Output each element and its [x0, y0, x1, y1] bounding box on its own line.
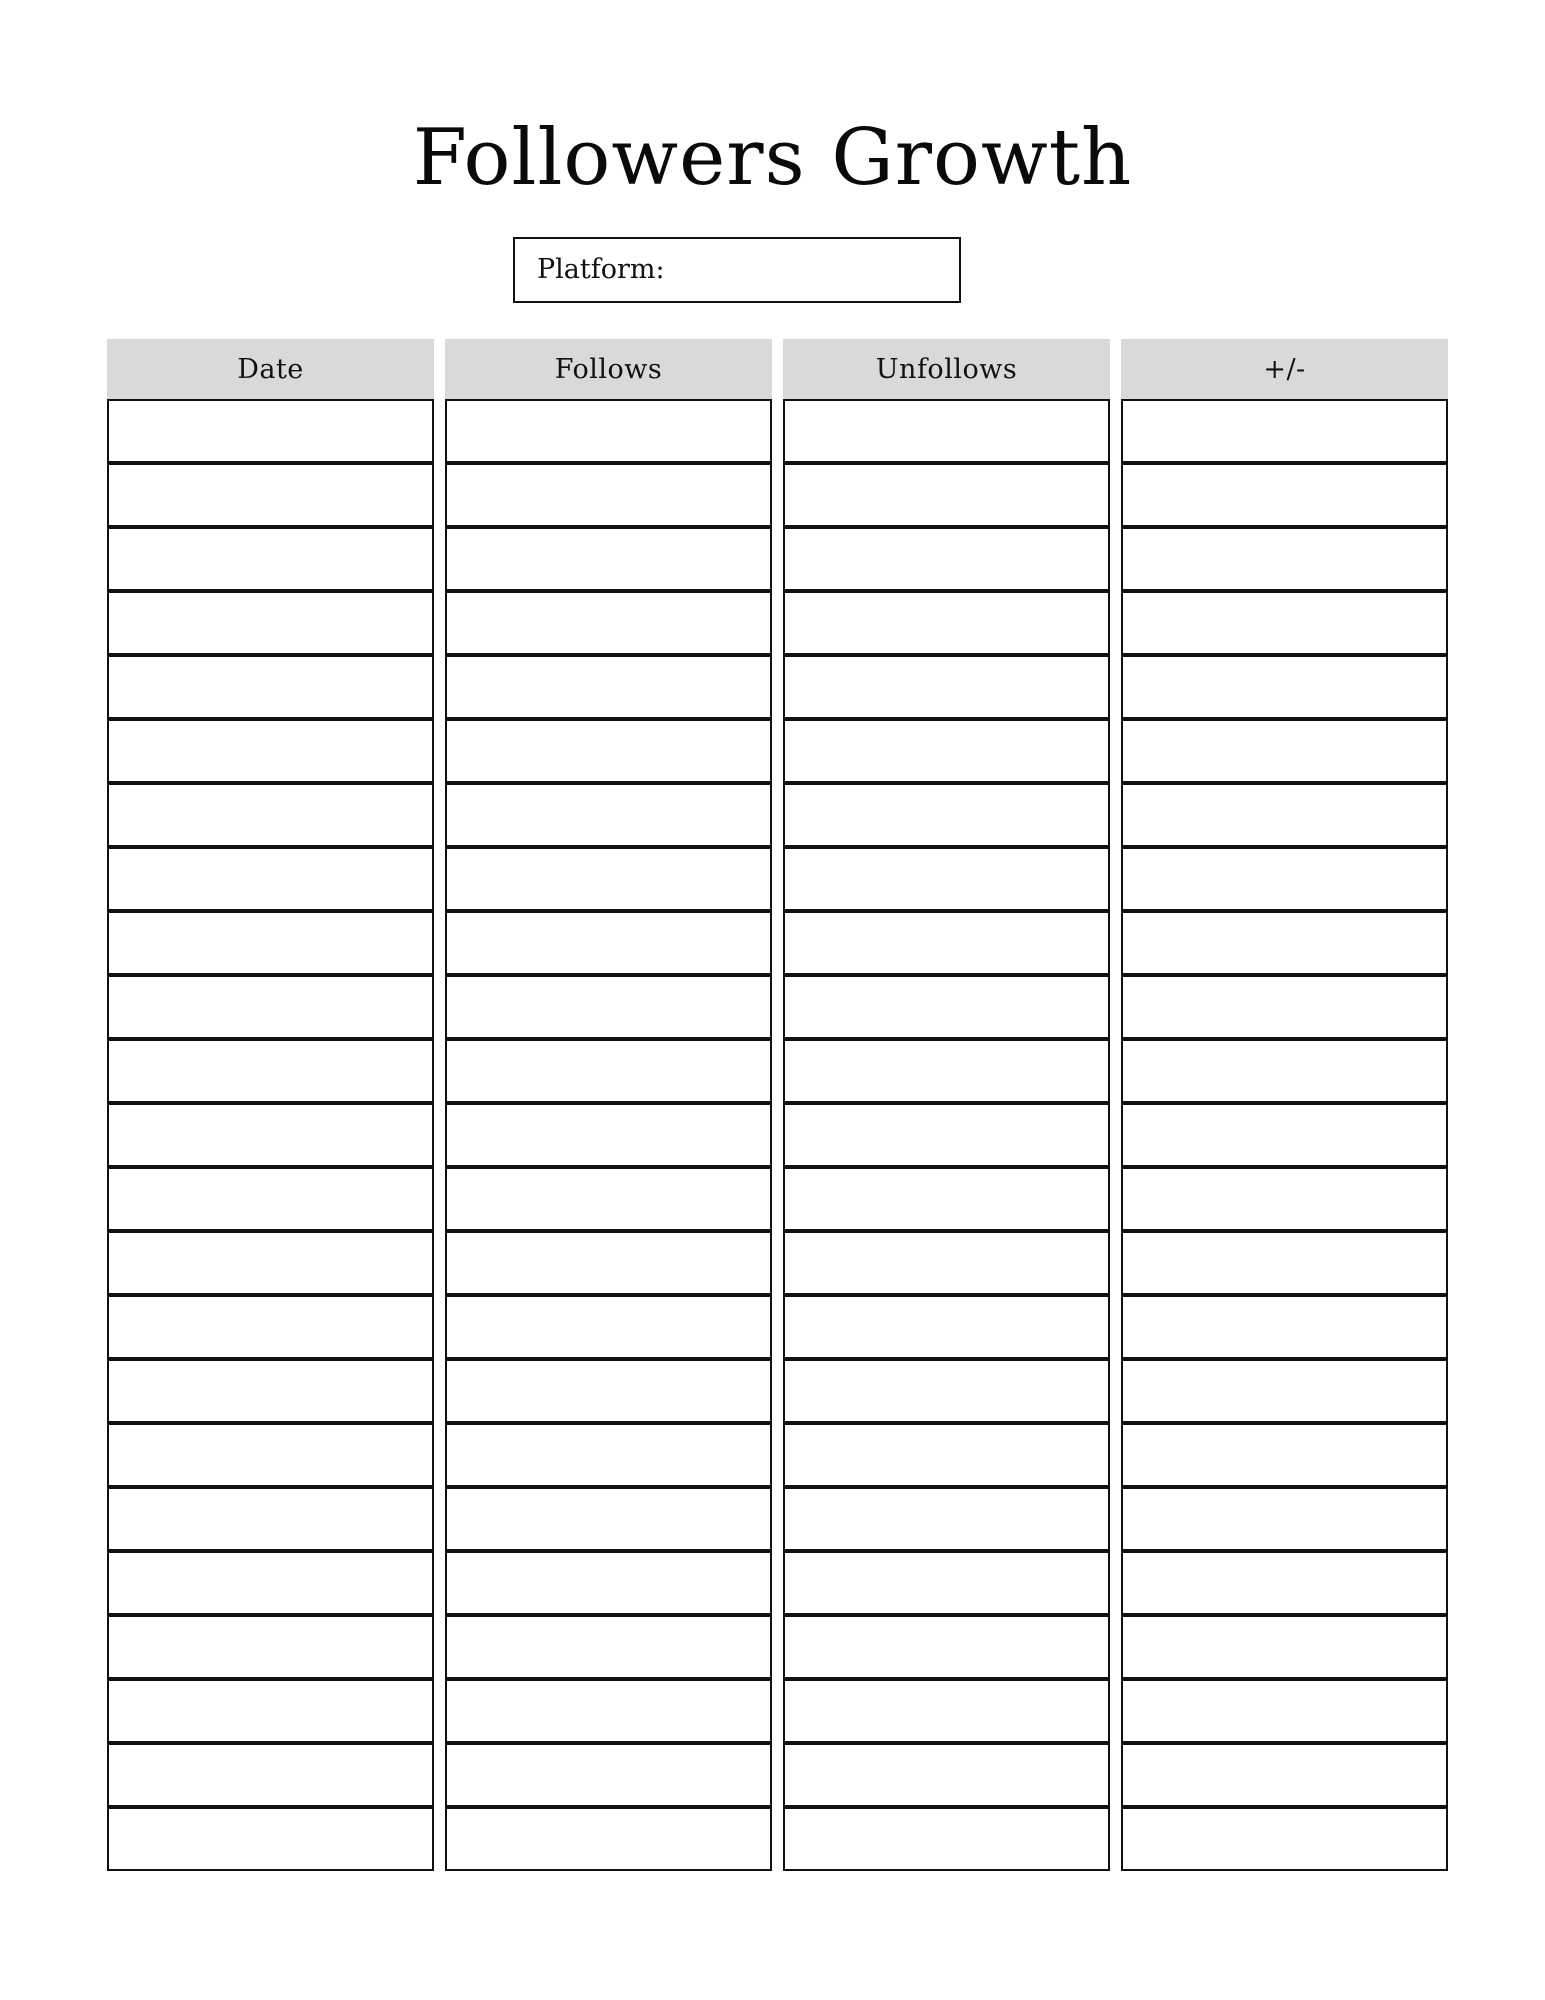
table-cell-follows[interactable] [445, 1743, 772, 1807]
table-cell-unfollows[interactable] [783, 1551, 1110, 1615]
table-cell-net[interactable] [1121, 1615, 1448, 1679]
table-cell-unfollows[interactable] [783, 1295, 1110, 1359]
table-cell-date[interactable] [107, 1679, 434, 1743]
table-cell-unfollows[interactable] [783, 1615, 1110, 1679]
table-cell-net[interactable] [1121, 1359, 1448, 1423]
table-cell-follows[interactable] [445, 1487, 772, 1551]
table-cell-unfollows[interactable] [783, 527, 1110, 591]
table-cell-unfollows[interactable] [783, 1679, 1110, 1743]
column-header-date: Date [107, 339, 434, 399]
table-cell-follows[interactable] [445, 1231, 772, 1295]
table-cell-unfollows[interactable] [783, 591, 1110, 655]
table-cell-net[interactable] [1121, 975, 1448, 1039]
table-cell-net[interactable] [1121, 1807, 1448, 1871]
table-cell-date[interactable] [107, 1487, 434, 1551]
table-cell-net[interactable] [1121, 655, 1448, 719]
table-cell-net[interactable] [1121, 399, 1448, 463]
table-cell-follows[interactable] [445, 911, 772, 975]
table-cell-net[interactable] [1121, 847, 1448, 911]
table-cell-unfollows[interactable] [783, 1103, 1110, 1167]
table-cell-net[interactable] [1121, 591, 1448, 655]
table-cell-unfollows[interactable] [783, 1039, 1110, 1103]
table-cell-follows[interactable] [445, 463, 772, 527]
platform-field[interactable] [513, 237, 961, 303]
table-cell-date[interactable] [107, 1551, 434, 1615]
table-cell-date[interactable] [107, 847, 434, 911]
table-cell-date[interactable] [107, 1103, 434, 1167]
table-cell-date[interactable] [107, 1807, 434, 1871]
page-title: Followers Growth [412, 113, 1133, 203]
column-net [1121, 339, 1448, 1871]
table-cell-date[interactable] [107, 1423, 434, 1487]
table-cell-date[interactable] [107, 1231, 434, 1295]
table-cell-follows[interactable] [445, 1359, 772, 1423]
table-cell-net[interactable] [1121, 1039, 1448, 1103]
table-cell-net[interactable] [1121, 527, 1448, 591]
table-cell-follows[interactable] [445, 847, 772, 911]
table-cell-date[interactable] [107, 1295, 434, 1359]
table-cell-net[interactable] [1121, 911, 1448, 975]
table-cell-follows[interactable] [445, 1615, 772, 1679]
table-cell-net[interactable] [1121, 719, 1448, 783]
table-cell-follows[interactable] [445, 719, 772, 783]
column-header-net: +/- [1121, 339, 1448, 399]
table-cell-unfollows[interactable] [783, 1231, 1110, 1295]
table-cell-date[interactable] [107, 975, 434, 1039]
table-cell-date[interactable] [107, 719, 434, 783]
table-cell-unfollows[interactable] [783, 1423, 1110, 1487]
table-cell-date[interactable] [107, 1167, 434, 1231]
table-cell-follows[interactable] [445, 975, 772, 1039]
table-cell-date[interactable] [107, 1359, 434, 1423]
table-cell-unfollows[interactable] [783, 399, 1110, 463]
table-cell-follows[interactable] [445, 655, 772, 719]
table-cell-net[interactable] [1121, 1103, 1448, 1167]
table-cell-net[interactable] [1121, 1743, 1448, 1807]
table-cell-unfollows[interactable] [783, 847, 1110, 911]
table-cell-follows[interactable] [445, 1679, 772, 1743]
table-cell-net[interactable] [1121, 1487, 1448, 1551]
table-cell-net[interactable] [1121, 463, 1448, 527]
column-unfollows [783, 339, 1110, 1871]
table-cell-net[interactable] [1121, 1231, 1448, 1295]
followers-table [107, 339, 1448, 1871]
table-cell-unfollows[interactable] [783, 975, 1110, 1039]
table-cell-follows[interactable] [445, 783, 772, 847]
table-cell-net[interactable] [1121, 1551, 1448, 1615]
table-cell-follows[interactable] [445, 1039, 772, 1103]
table-cell-unfollows[interactable] [783, 1359, 1110, 1423]
table-cell-follows[interactable] [445, 1167, 772, 1231]
table-cell-date[interactable] [107, 655, 434, 719]
table-cell-date[interactable] [107, 1743, 434, 1807]
table-cell-unfollows[interactable] [783, 783, 1110, 847]
table-cell-unfollows[interactable] [783, 719, 1110, 783]
column-header-unfollows: Unfollows [783, 339, 1110, 399]
table-cell-date[interactable] [107, 399, 434, 463]
table-cell-net[interactable] [1121, 1167, 1448, 1231]
platform-label: Platform: [537, 254, 665, 285]
column-header-follows: Follows [445, 339, 772, 399]
table-cell-follows[interactable] [445, 1423, 772, 1487]
table-cell-follows[interactable] [445, 399, 772, 463]
table-cell-unfollows[interactable] [783, 463, 1110, 527]
table-cell-date[interactable] [107, 527, 434, 591]
table-cell-net[interactable] [1121, 1423, 1448, 1487]
table-cell-unfollows[interactable] [783, 655, 1110, 719]
column-date [107, 339, 434, 1871]
table-cell-follows[interactable] [445, 527, 772, 591]
table-cell-date[interactable] [107, 783, 434, 847]
table-cell-follows[interactable] [445, 1103, 772, 1167]
table-cell-unfollows[interactable] [783, 1487, 1110, 1551]
table-cell-unfollows[interactable] [783, 1743, 1110, 1807]
table-cell-date[interactable] [107, 463, 434, 527]
table-cell-unfollows[interactable] [783, 1807, 1110, 1871]
table-cell-follows[interactable] [445, 591, 772, 655]
table-cell-date[interactable] [107, 591, 434, 655]
table-cell-net[interactable] [1121, 1295, 1448, 1359]
table-cell-net[interactable] [1121, 783, 1448, 847]
table-cell-follows[interactable] [445, 1295, 772, 1359]
table-cell-follows[interactable] [445, 1807, 772, 1871]
table-cell-date[interactable] [107, 1039, 434, 1103]
table-cell-date[interactable] [107, 911, 434, 975]
table-cell-net[interactable] [1121, 1679, 1448, 1743]
table-cell-unfollows[interactable] [783, 1167, 1110, 1231]
table-cell-date[interactable] [107, 1615, 434, 1679]
table-cell-follows[interactable] [445, 1551, 772, 1615]
table-cell-unfollows[interactable] [783, 911, 1110, 975]
column-follows [445, 339, 772, 1871]
